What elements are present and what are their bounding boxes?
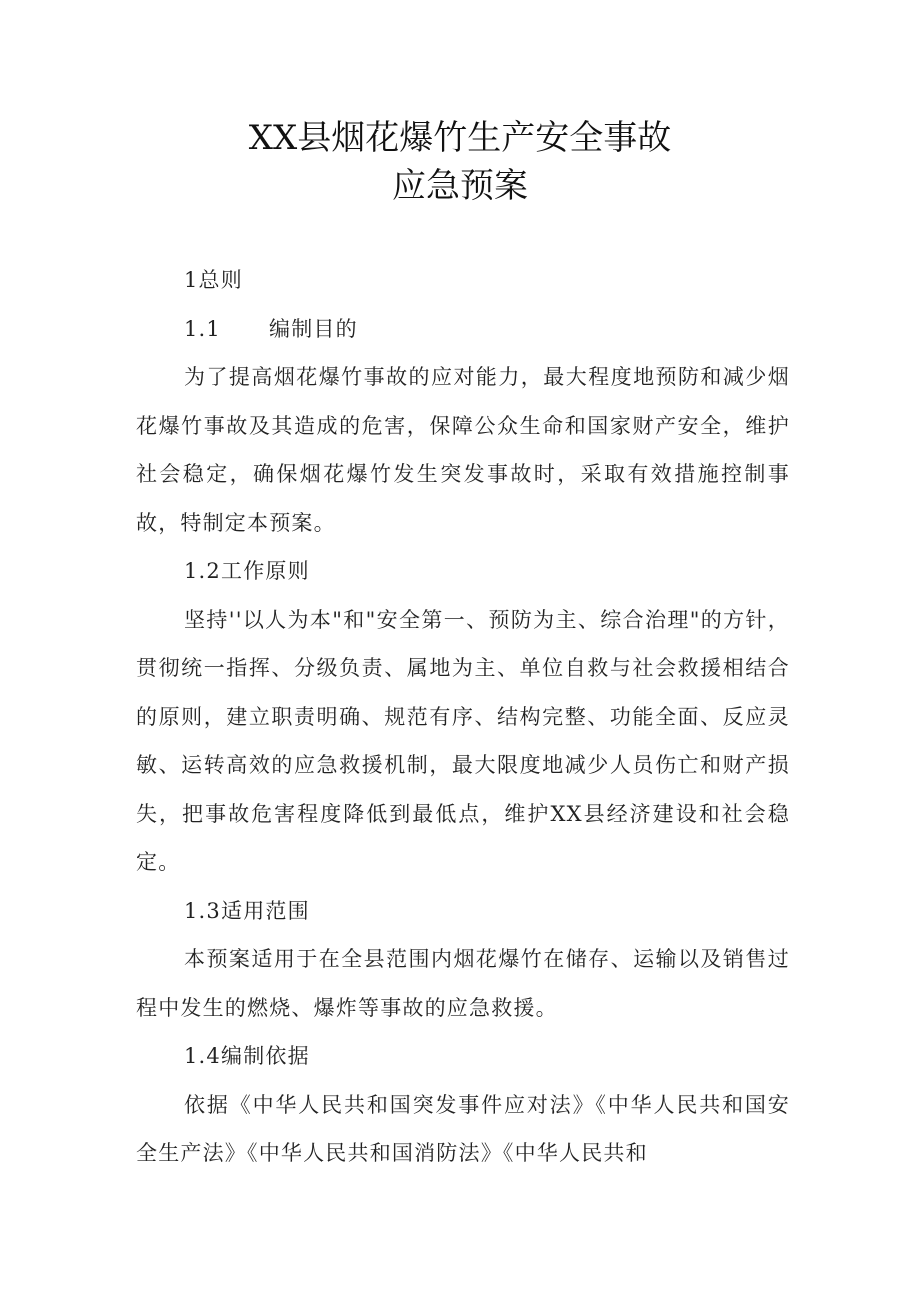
section-1-4-paragraph: 依据《中华人民共和国突发事件应对法》《中华人民共和国安全生产法》《中华人民共和国消防法》《中华人民共和 (136, 1092, 790, 1165)
section-1-3-heading: 1.3适用范围 (184, 898, 310, 923)
section-1-1-number: 1.1 (184, 316, 221, 341)
section-1-1-paragraph: 为了提高烟花爆竹事故的应对能力，最大程度地预防和减少烟花爆竹事故及其造成的危害，保障公众生命和国家财产安全，维护社会稳定，确保烟花爆竹发生突发事故时，采取有效措施控制事故，特制定本预案。 (136, 365, 790, 535)
section-1-1-title: 编制目的 (269, 316, 358, 341)
document-body (136, 256, 790, 1178)
section-1-2-paragraph: 坚持''以人为本"和"安全第一、预防为主、综合治理"的方针，贯彻统一指挥、分级负责、属地为主、单位自救与社会救援相结合的原则，建立职责明确、规范有序、结构完整、功能全面、反应灵敏、运转高效的应急救援机制，最大限度地减少人员伤亡和财产损失，把事故危害程度降低到最低点，维护XX县经济建设和社会稳定。 (136, 607, 790, 874)
section-1-1-heading (136, 305, 790, 354)
section-1-3-paragraph: 本预案适用于在全县范围内烟花爆竹在储存、运输以及销售过程中发生的燃烧、爆炸等事故的应急救援。 (136, 947, 790, 1020)
section-1-2-heading: 1.2工作原则 (184, 559, 310, 583)
document-title-line-2: 应急预案 (392, 166, 528, 206)
document-title-line-1: XX县烟花爆竹生产安全事故 (248, 118, 672, 158)
section-1-heading: 1总则 (184, 268, 243, 292)
section-1-4-heading: 1.4编制依据 (184, 1044, 310, 1068)
